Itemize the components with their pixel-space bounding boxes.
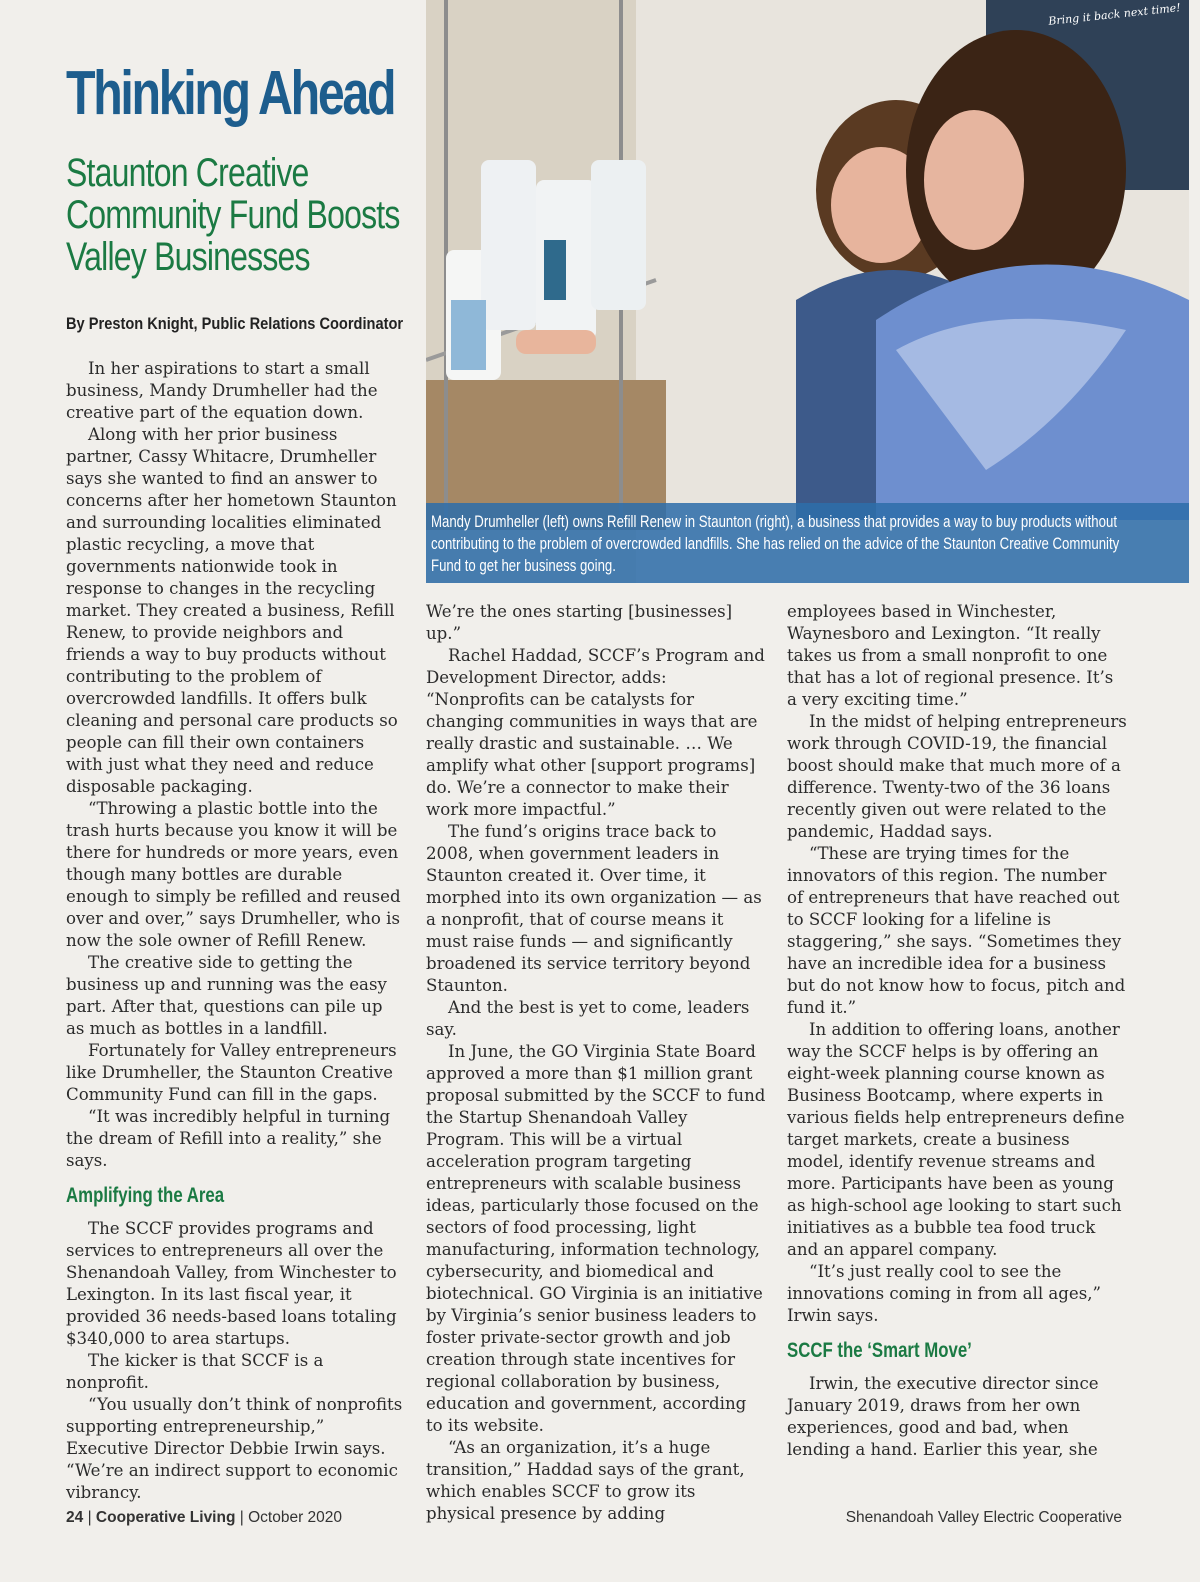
byline: By Preston Knight, Public Relations Coordinator: [66, 314, 404, 333]
paragraph: Fortunately for Valley entrepreneurs like Drumheller, the Staunton Creative Community Fund can fill in the gaps.: [66, 1041, 397, 1104]
paragraph: “You usually don’t think of nonprofits supporting entrepreneurship,” Executive Director Debbie Irwin says. “We’re an indirect support to economic vibrancy.: [66, 1395, 403, 1502]
paragraph: Rachel Haddad, SCCF’s Program and Development Director, adds: “Nonprofits can be catalysts for changing communities in ways that are really drastic and sustainable. … We amplify what other [support programs] do. We’re a connector to make their work more impactful.”: [426, 646, 765, 819]
footer-separator: |: [239, 1509, 244, 1526]
paragraph: In addition to offering loans, another way the SCCF helps is by offering an eight-week planning course known as Business Bootcamp, where experts in various fields help entrepreneurs define target markets, create a business model, identify revenue streams and more. Participants have been as young as high-school age looking to start such initiatives as a bubble tea food truck and an apparel company.: [787, 1020, 1125, 1259]
footer-separator: |: [87, 1509, 92, 1526]
paragraph: And the best is yet to come, leaders say.: [426, 998, 750, 1039]
paragraph: The SCCF provides programs and services to entrepreneurs all over the Shenandoah Valley, from Winchester to Lexington. In its last fiscal year, it provided 36 needs-based loans totaling $340,000 to area startups.: [66, 1219, 397, 1348]
paragraph: The fund’s origins trace back to 2008, when government leaders in Staunton created it. Over time, it morphed into its own organization — as a nonprofit, that of course means it must raise funds — and significantly broadened its service territory beyond Staunton.: [426, 822, 762, 995]
paragraph: In her aspirations to start a small business, Mandy Drumheller had the creative part of the equation down.: [66, 359, 378, 422]
paragraph: “As an organization, it’s a huge transition,” Haddad says of the grant, which enables SCCF to grow its physical presence by adding: [426, 1438, 745, 1523]
photo-illustration: [426, 0, 1189, 583]
paragraph: Along with her prior business partner, Cassy Whitacre, Drumheller says she wanted to find an answer to concerns after her hometown Staunton and surrounding localities eliminated plastic recycling, a move that governments nationwide took in response to changes in the recycling market. They created a business, Refill Renew, to provide neighbors and friends a way to buy products without contributing to the problem of overcrowded landfills. It offers bulk cleaning and personal care products so people can fill their own containers with just what they need and reduce disposable packaging.: [66, 425, 398, 796]
paragraph: “These are trying times for the innovators of this region. The number of entrepreneurs that have reached out to SCCF looking for a lifeline is staggering,” she says. “Sometimes they have an incredible idea for a business but do not know how to focus, pitch and fund it.”: [787, 844, 1126, 1017]
publication-name: Cooperative Living: [95, 1509, 236, 1526]
page-number: 24: [66, 1509, 84, 1526]
section-heading-smart-move: SCCF the ‘Smart Move’: [787, 1339, 972, 1362]
paragraph: The creative side to getting the business up and running was the easy part. After that, questions can pile up as much as bottles in a landfill.: [66, 953, 387, 1038]
photo-caption-box: [426, 503, 1189, 583]
paragraph: In the midst of helping entrepreneurs work through COVID-19, the financial boost should make that much more of a difference. Twenty-two of the 36 loans recently given out were related to the pandemic, Haddad says.: [787, 712, 1127, 841]
handwritten-note: Bring it back next time!: [1047, 1, 1182, 28]
footer-left: [66, 1509, 342, 1527]
issue-date: October 2020: [248, 1509, 343, 1526]
section-heading-amplifying: Amplifying the Area: [66, 1184, 225, 1207]
paragraph: “Throwing a plastic bottle into the trash hurts because you know it will be there for hundreds or more years, even though many bottles are durable enough to simply be refilled and reused over and over,” says Drumheller, who is now the sole owner of Refill Renew.: [66, 799, 401, 950]
article-subtitle: Staunton Creative Community Fund Boosts Valley Businesses: [66, 151, 400, 279]
paragraph: employees based in Winchester, Waynesboro and Lexington. “It really takes us from a small nonprofit to one that has a lot of regional presence. It’s a very exciting time.”: [787, 602, 1114, 709]
column-1: [66, 358, 406, 1504]
paragraph: In June, the GO Virginia State Board approved a more than $1 million grant proposal submitted by the SCCF to fund the Startup Shenandoah Valley Program. This will be a virtual acceleration program targeting entrepreneurs with scalable business ideas, particularly those focused on the sectors of food processing, light manufacturing, information technology, cybersecurity, and biomedical and biotechnical. GO Virginia is an initiative by Virginia’s senior business leaders to foster private-sector growth and job creation through state incentives for regional collaboration by business, education and government, according to its website.: [426, 1042, 766, 1435]
paragraph: “It was incredibly helpful in turning the dream of Refill into a reality,” she says.: [66, 1107, 391, 1170]
paragraph: We’re the ones starting [businesses] up.”: [426, 602, 733, 643]
paragraph: “It’s just really cool to see the innovations coming in from all ages,” Irwin says.: [787, 1262, 1102, 1325]
photo-caption: Mandy Drumheller (left) owns Refill Renew in Staunton (right), a business that provides a way to buy products without contributing to the problem of overcrowded landfills. She has relied on the advice of the Staunton Creative Community Fund to get her business going.: [431, 513, 1120, 575]
column-3: [787, 601, 1127, 1461]
article-photo: [426, 0, 1189, 583]
paragraph: The kicker is that SCCF is a nonprofit.: [66, 1351, 324, 1392]
paragraph: Irwin, the executive director since January 2019, draws from her own experiences, good and bad, when lending a hand. Earlier this year, she: [787, 1374, 1099, 1459]
article-title: Thinking Ahead: [66, 59, 395, 128]
cooperative-name: Shenandoah Valley Electric Cooperative: [845, 1509, 1122, 1526]
column-2: [426, 601, 768, 1525]
